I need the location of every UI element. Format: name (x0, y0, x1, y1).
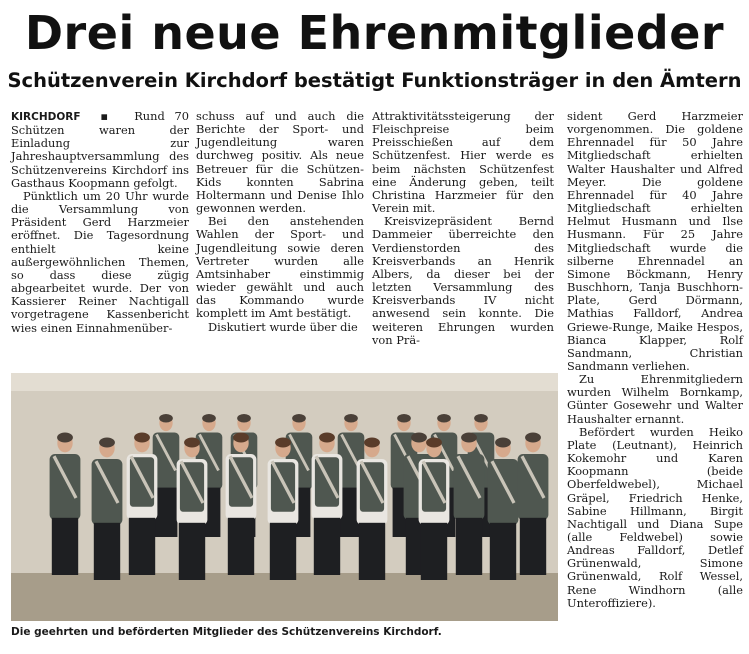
person-vest (130, 457, 154, 507)
photo-caption: Die geehrten und beförderten Mitglieder des Schützenvereins Kirchdorf. (11, 626, 442, 638)
person-hair (159, 414, 173, 423)
person-legs (52, 518, 78, 575)
person-hair (233, 433, 249, 443)
paragraph: Attraktivitätssteigerung der Fleischpreise beim Preisschießen auf dem Schützenfest. Hier werde es beim nächsten Schützenfest eine Änderung geben, teilt Christina Harzmeier für den Verein mit. (372, 109, 554, 216)
person-legs (155, 488, 178, 537)
headline: Drei neue Ehrenmitglieder (24, 6, 725, 60)
person-legs (520, 518, 546, 575)
dateline-separator: ▪ (90, 109, 125, 123)
paragraph: Kreisvizepräsident Bernd Dammeier überreichte den Verdienstorden des Kreisverbands an Henrik Albers, da dieser bei der letzten Versammlung des Kreisverbands IV nicht anwesend sein konnte. Die weiteren Ehrungen wurden von Prä- (372, 214, 554, 347)
person-hair (319, 433, 335, 443)
person-hair (397, 414, 411, 423)
article-column-3 (372, 110, 554, 347)
person-torso (92, 459, 123, 525)
person-legs (129, 518, 155, 575)
person-hair (134, 433, 150, 443)
person-hair (437, 414, 451, 423)
person-vest (315, 457, 339, 507)
person-legs (179, 523, 205, 580)
person-hair (237, 414, 251, 423)
person-legs (490, 523, 516, 580)
article-column-2 (196, 110, 364, 334)
person-hair (495, 438, 511, 448)
group-photo (11, 373, 558, 621)
paragraph: Diskutiert wurde über die (208, 319, 358, 334)
person-legs (456, 518, 482, 575)
paragraph: schuss auf und auch die Berichte der Sport- und Jugendleitung waren durchweg positiv. Als neue Betreuer für die Schützen-Kids konnten Sabrina Holtermann und Denise Ihlo gewonnen werden. (196, 109, 364, 216)
person-legs (421, 523, 447, 580)
paragraph: sident Gerd Harzmeier vorgenommen. Die goldene Ehrennadel für 50 Jahre Mitgliedschaft erhielten Walter Haushalter und Alfred Meyer. Die goldene Ehrennadel für 40 Jahre Mitgliedschaft erhielten Helmut Husmann und Ilse Husmann. Für 25 Jahre Mitgliedschaft wurde die silberne Ehrennadel an Simone Böckmann, Henry Buschhorn, Tanja Buschhorn-Plate, Gerd Dörmann, Mathias Falldorf, Andrea Griewe-Runge, Maike Hespos, Bianca Klapper, Rolf Sandmann, Christian Sandmann verliehen. (567, 109, 743, 373)
person-hair (426, 438, 442, 448)
person-torso (50, 454, 81, 520)
person-torso (518, 454, 549, 520)
person-hair (57, 433, 73, 443)
person-torso (488, 459, 519, 525)
person-legs (359, 523, 385, 580)
paragraph (11, 110, 189, 190)
article-column-4 (567, 110, 743, 610)
person-hair (461, 433, 477, 443)
person-legs (270, 523, 296, 580)
paragraph-text: Rund 70 Schützen waren der Einladung zur Jahreshauptversammlung des Schützenvereins Kirchdorf ins Gasthaus Koopmann gefolgt. (11, 109, 190, 190)
person-vest (360, 462, 384, 512)
person-hair (344, 414, 358, 423)
person-hair (184, 438, 200, 448)
paragraph: Befördert wurden Heiko Plate (Leutnant), Heinrich Kokemohr und Karen Koopmann (beide Oberfeldwebel), Michael Gräpel, Friedrich Henke, Sabine Hillmann, Birgit Nachtigall und Diana Supe (alle Feldwebel) sowie Andreas Falldorf, Detlef Grünenwald, Simone Grünenwald, Rolf Wessel, Rene Windhorn (alle Unteroffiziere). (567, 424, 743, 610)
paragraph: Pünktlich um 20 Uhr wurde die Versammlung von Präsident Gerd Harzmeier eröffnet. Die Tagesordnung enthielt keine außergewöhnlichen Themen, so dass diese zügig abgearbeitet wurde. Der von Kassierer Reiner Nachtigall vorgetragene Kassenbericht wies einen Einnahmenüber- (11, 188, 189, 335)
person-vest (271, 462, 295, 512)
person-hair (275, 438, 291, 448)
paragraph: Zu Ehrenmitgliedern wurden Wilhelm Bornkamp, Günter Gosewehr und Walter Haushalter ernannt. (567, 372, 743, 426)
person-vest (422, 462, 446, 512)
person-vest (180, 462, 204, 512)
person-hair (292, 414, 306, 423)
photo-ceiling-shadow (11, 373, 558, 391)
dateline: KIRCHDORF (11, 111, 81, 123)
person-hair (364, 438, 380, 448)
person-hair (525, 433, 541, 443)
person-hair (202, 414, 216, 423)
article-column-1 (11, 110, 189, 335)
photo-floor (11, 573, 558, 621)
paragraph: Bei den anstehenden Wahlen der Sport- und Jugendleitung sowie deren Vertreter wurden alle Amtsinhaber einstimmig wieder gewählt und auch das Kommando wurde komplett im Amt bestätigt. (196, 214, 364, 321)
person-vest (229, 457, 253, 507)
person-hair (474, 414, 488, 423)
person-legs (94, 523, 120, 580)
person-hair (411, 433, 427, 443)
person-torso (454, 454, 485, 520)
person-legs (228, 518, 254, 575)
group-photo-illustration (11, 373, 558, 621)
subheadline: Schützenverein Kirchdorf bestätigt Funktionsträger in den Ämtern (7, 69, 742, 92)
person-hair (99, 438, 115, 448)
person-legs (314, 518, 340, 575)
